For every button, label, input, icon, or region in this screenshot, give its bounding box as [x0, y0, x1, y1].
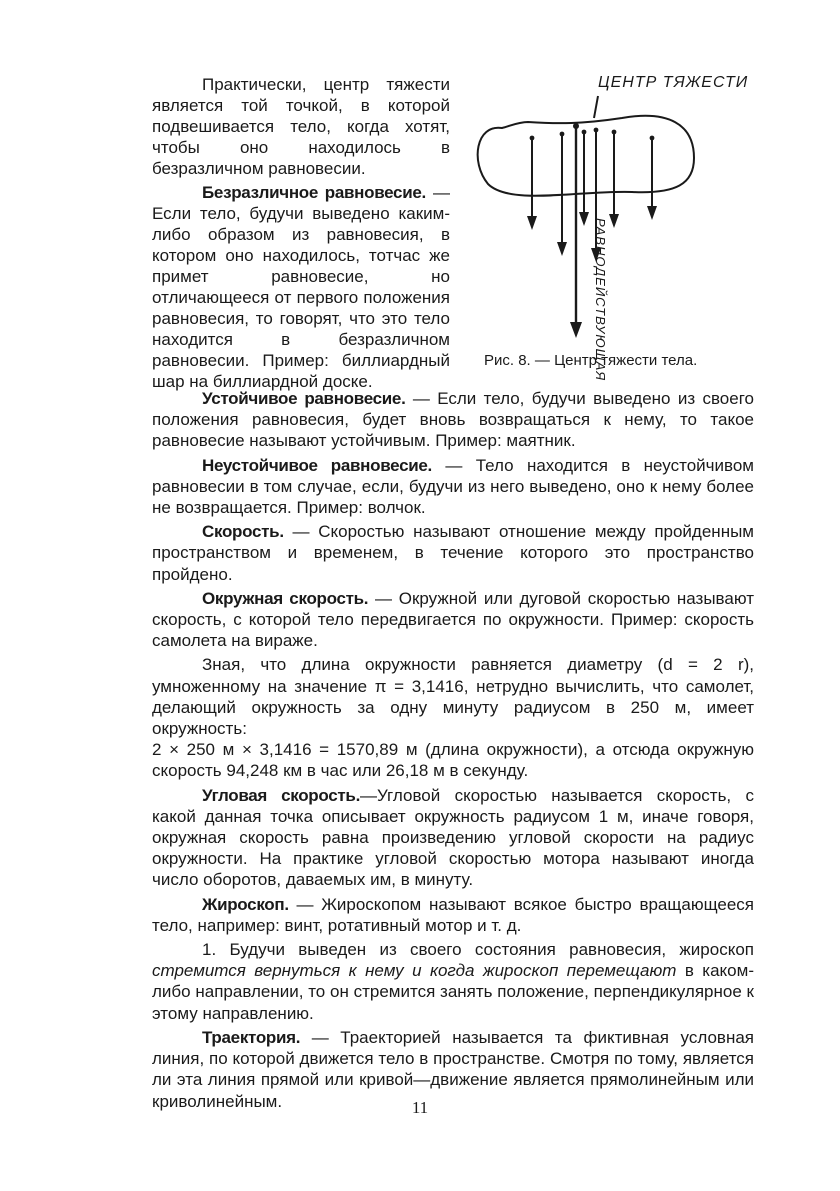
figure-title: ЦЕНТР ТЯЖЕСТИ	[598, 74, 749, 91]
stable-equilibrium-paragraph: Устойчивое равновесие. — Если тело, будучи выведено из своего положения равновесия, будет вновь возвращаться к нему, то такое равновесие называют устойчивым. Пример: маятник.	[152, 389, 755, 451]
arrowhead-2	[557, 242, 567, 256]
trajectory-paragraph: Траектория. — Траекторией называется та фиктивная условная линия, по которой движется тело в пространстве. Смотря по тому, является ли эта линия прямой или кривой—движение является прямолинейным или криволинейным.	[152, 1027, 754, 1111]
arrowhead-3	[579, 212, 589, 226]
resultant-label: РАВНОДЕЙСТВУЮЩАЯ	[593, 218, 608, 382]
arrowhead-5	[609, 214, 619, 228]
gyroscope-property-paragraph: 1. Будучи выведен из своего состояния равновесия, жироскоп стремится вернуться к нему и когда жироскоп перемещают в каком-либо направлении, то он стремится занять положение, перпендикулярное к этому направлению.	[152, 940, 754, 1023]
formula-paragraph: 2 × 250 м × 3,1416 = 1570,89 м (длина окружности), а отсюда окружную скорость 94,248 км в час или 26,18 м в секунду.	[152, 740, 754, 781]
gyroscope-italic-phrase: стремится вернуться к нему и когда жироскоп перемещают	[152, 961, 677, 981]
term-circular-speed: Окружная скорость.	[202, 588, 369, 608]
body-outline	[478, 116, 694, 196]
title-pointer-line	[594, 96, 598, 118]
application-point-3	[582, 130, 587, 135]
gyroscope-paragraph: Жироскоп. — Жироскопом называют всякое быстро вращающееся тело, например: винт, ротативный мотор и т. д.	[152, 894, 754, 935]
circumference-paragraph: Зная, что длина окружности равняется диаметру (d = 2 r), умноженному на значение π = 3,1416, нетрудно вычислить, что самолет, делающий окружность за одну минуту радиусом в 250 м, имеет окружность:	[152, 655, 754, 739]
term-indifferent-equilibrium: Безразличное равновесие.	[202, 183, 426, 202]
circular-speed-paragraph: Окружная скорость. — Окружной или дуговой скоростью называют скорость, с которой тело передвигается по окружности. Пример: скорость самолета на вираже.	[152, 588, 754, 651]
center-of-gravity-point	[573, 123, 579, 129]
intro-paragraph: Практически, центр тяжести является той точкой, в которой подвешивается тело, когда хотят, чтобы оно находилось в безразличном равновесии.	[152, 75, 450, 178]
figure-caption: Рис. 8. — Центр тяжести тела.	[484, 352, 698, 369]
resultant-arrowhead	[570, 322, 582, 338]
application-point-4	[594, 128, 599, 133]
term-trajectory: Траектория.	[202, 1027, 301, 1047]
arrowhead-6	[647, 206, 657, 220]
term-gyroscope: Жироскоп.	[202, 894, 289, 914]
term-angular-speed: Угловая скорость.	[202, 785, 361, 805]
term-speed: Скорость.	[202, 522, 284, 542]
application-point-5	[612, 130, 617, 135]
angular-speed-paragraph: Угловая скорость.—Угловой скоростью называется скорость, с какой данная точка описывает окружность радиусом 1 м, иначе говоря, окружная скорость равна произведению угловой скорости на радиус окружности. На практике угловой скоростью мотора называют иногда число оборотов, даваемых им, в минуту.	[152, 785, 754, 890]
term-unstable-equilibrium: Неустойчивое равновесие.	[202, 455, 432, 475]
page-number: 11	[411, 1098, 429, 1117]
unstable-equilibrium-paragraph: Неустойчивое равновесие. — Тело находится в неустойчивом равновесии в том случае, если, будучи из него выведено, оно к нему более не возвращается. Пример: волчок.	[152, 455, 754, 518]
application-point-1	[530, 136, 535, 141]
speed-paragraph: Скорость. — Скоростью называют отношение между пройденным пространством и временем, в течение которого это пространство пройдено.	[152, 522, 754, 584]
main-text	[152, 388, 754, 1112]
application-point-2	[560, 132, 565, 137]
figure-center-of-gravity	[462, 66, 752, 386]
arrowhead-1	[527, 216, 537, 230]
term-stable-equilibrium: Устойчивое равновесие.	[202, 389, 406, 408]
intro-column	[152, 74, 450, 392]
indifferent-equilibrium-paragraph: Безразличное равновесие. — Если тело, будучи выведено каким-либо образом из равновесия, в котором оно находилось, тотчас же примет равновесие, но отличающееся от первого положения равновесия, то говорят, что это тело находится в безразличном равновесии. Пример: биллиардный шар на биллиардной доске.	[152, 183, 450, 391]
application-point-6	[650, 136, 655, 141]
